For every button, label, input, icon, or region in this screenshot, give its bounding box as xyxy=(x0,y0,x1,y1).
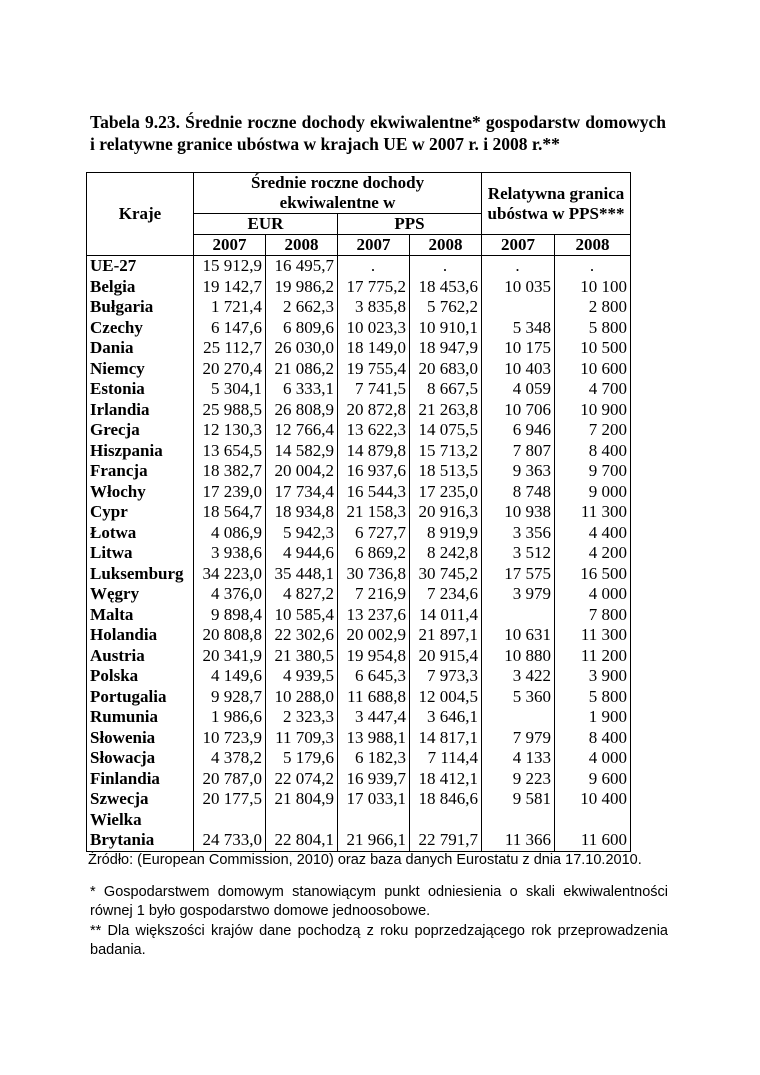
poverty-2007-cell: 5 348 xyxy=(482,318,555,339)
table-row xyxy=(87,543,631,564)
poverty-2007-cell: 11 366 xyxy=(482,810,555,852)
poverty-2008-cell: 10 900 xyxy=(555,400,631,421)
poverty-2007-cell: 3 979 xyxy=(482,584,555,605)
pps-2008-cell: 30 745,2 xyxy=(410,564,482,585)
eur-2007-cell: 9 928,7 xyxy=(194,687,266,708)
table-row xyxy=(87,297,631,318)
country-cell: Finlandia xyxy=(87,769,194,790)
header-poverty-group: Relatywna granica ubóstwa w PPS*** xyxy=(482,173,631,235)
poverty-2007-cell: 3 422 xyxy=(482,666,555,687)
poverty-2007-cell: 9 581 xyxy=(482,789,555,810)
pps-2007-cell: 17 033,1 xyxy=(338,789,410,810)
poverty-2008-cell: 10 500 xyxy=(555,338,631,359)
eur-2007-cell: 10 723,9 xyxy=(194,728,266,749)
poverty-2008-cell: 7 200 xyxy=(555,420,631,441)
pps-2008-cell: 22 791,7 xyxy=(410,810,482,852)
country-cell: Malta xyxy=(87,605,194,626)
pps-2007-cell: 20 872,8 xyxy=(338,400,410,421)
eur-2007-cell: 9 898,4 xyxy=(194,605,266,626)
eur-2008-cell: 4 827,2 xyxy=(266,584,338,605)
pps-2008-cell: 17 235,0 xyxy=(410,482,482,503)
eur-2008-cell: 21 804,9 xyxy=(266,789,338,810)
table-row xyxy=(87,810,631,852)
pps-2008-cell: 18 513,5 xyxy=(410,461,482,482)
pps-2007-cell: 21 966,1 xyxy=(338,810,410,852)
country-name-line2: Brytania xyxy=(90,830,155,849)
eur-2008-cell: 14 582,9 xyxy=(266,441,338,462)
pps-2007-cell: 17 775,2 xyxy=(338,277,410,298)
country-cell: Austria xyxy=(87,646,194,667)
header-year: 2008 xyxy=(266,235,338,256)
poverty-2008-cell: 8 400 xyxy=(555,728,631,749)
pps-2008-cell: 18 412,1 xyxy=(410,769,482,790)
poverty-2007-cell: 9 223 xyxy=(482,769,555,790)
country-cell: Holandia xyxy=(87,625,194,646)
poverty-2007-cell xyxy=(482,605,555,626)
pps-2008-cell: 14 075,5 xyxy=(410,420,482,441)
pps-2007-cell: 3 447,4 xyxy=(338,707,410,728)
table-row xyxy=(87,646,631,667)
eur-2008-cell: 35 448,1 xyxy=(266,564,338,585)
poverty-2008-cell: 9 000 xyxy=(555,482,631,503)
footnote-household: * Gospodarstwem domowym stanowiącym punkt odniesienia o skali ekwiwalentności równej 1 było gospodarstwo domowe jednoosobowe. xyxy=(90,884,668,919)
header-eur: EUR xyxy=(194,214,338,235)
header-year: 2007 xyxy=(482,235,555,256)
table-row xyxy=(87,256,631,277)
pps-2008-cell: 5 762,2 xyxy=(410,297,482,318)
poverty-2007-cell: 9 363 xyxy=(482,461,555,482)
eur-2008-cell: 12 766,4 xyxy=(266,420,338,441)
pps-2008-cell: 21 897,1 xyxy=(410,625,482,646)
eur-2007-cell: 4 086,9 xyxy=(194,523,266,544)
pps-2008-cell: 7 973,3 xyxy=(410,666,482,687)
country-cell: Cypr xyxy=(87,502,194,523)
country-cell: Włochy xyxy=(87,482,194,503)
poverty-2008-cell: 4 400 xyxy=(555,523,631,544)
poverty-2008-cell: 11 300 xyxy=(555,502,631,523)
table-body xyxy=(87,256,631,852)
country-cell: Grecja xyxy=(87,420,194,441)
table-row xyxy=(87,482,631,503)
eur-2007-cell: 20 341,9 xyxy=(194,646,266,667)
eur-2007-cell: 18 382,7 xyxy=(194,461,266,482)
eur-2007-cell: 4 376,0 xyxy=(194,584,266,605)
header-year: 2008 xyxy=(410,235,482,256)
poverty-2008-cell: 2 800 xyxy=(555,297,631,318)
pps-2007-cell: 30 736,8 xyxy=(338,564,410,585)
poverty-2007-cell: 10 631 xyxy=(482,625,555,646)
eur-2008-cell: 10 585,4 xyxy=(266,605,338,626)
eur-2008-cell: 21 380,5 xyxy=(266,646,338,667)
poverty-2008-cell: 10 400 xyxy=(555,789,631,810)
eur-2008-cell: 2 662,3 xyxy=(266,297,338,318)
table-row xyxy=(87,564,631,585)
eur-2007-cell: 24 733,0 xyxy=(194,810,266,852)
poverty-2007-cell: 10 938 xyxy=(482,502,555,523)
pps-2007-cell: 13 237,6 xyxy=(338,605,410,626)
eur-2008-cell: 10 288,0 xyxy=(266,687,338,708)
header-pps: PPS xyxy=(338,214,482,235)
pps-2008-cell: 21 263,8 xyxy=(410,400,482,421)
table-row xyxy=(87,379,631,400)
pps-2007-cell: 3 835,8 xyxy=(338,297,410,318)
pps-2007-cell: 6 727,7 xyxy=(338,523,410,544)
table-row xyxy=(87,523,631,544)
country-cell: Bułgaria xyxy=(87,297,194,318)
table-row xyxy=(87,769,631,790)
eur-2008-cell: 17 734,4 xyxy=(266,482,338,503)
eur-2008-cell: 4 944,6 xyxy=(266,543,338,564)
eur-2008-cell: 11 709,3 xyxy=(266,728,338,749)
pps-2008-cell: 20 683,0 xyxy=(410,359,482,380)
poverty-2008-cell: 4 000 xyxy=(555,584,631,605)
poverty-2008-cell: 16 500 xyxy=(555,564,631,585)
pps-2008-cell: 18 947,9 xyxy=(410,338,482,359)
country-cell: Szwecja xyxy=(87,789,194,810)
country-cell: Belgia xyxy=(87,277,194,298)
pps-2008-cell: 15 713,2 xyxy=(410,441,482,462)
country-cell: Portugalia xyxy=(87,687,194,708)
pps-2007-cell: 16 544,3 xyxy=(338,482,410,503)
eur-2007-cell: 25 988,5 xyxy=(194,400,266,421)
table-row xyxy=(87,666,631,687)
eur-2008-cell: 2 323,3 xyxy=(266,707,338,728)
eur-2007-cell: 20 270,4 xyxy=(194,359,266,380)
table-row xyxy=(87,359,631,380)
eur-2007-cell: 20 177,5 xyxy=(194,789,266,810)
poverty-2007-cell: 17 575 xyxy=(482,564,555,585)
header-year: 2008 xyxy=(555,235,631,256)
poverty-2007-cell: 4 059 xyxy=(482,379,555,400)
country-cell: Rumunia xyxy=(87,707,194,728)
poverty-2007-cell: 6 946 xyxy=(482,420,555,441)
pps-2007-cell: 19 954,8 xyxy=(338,646,410,667)
table-row xyxy=(87,318,631,339)
country-cell: Hiszpania xyxy=(87,441,194,462)
country-cell: Czechy xyxy=(87,318,194,339)
country-cell: Słowacja xyxy=(87,748,194,769)
pps-2008-cell: 20 916,3 xyxy=(410,502,482,523)
pps-2007-cell: 16 937,6 xyxy=(338,461,410,482)
table-row xyxy=(87,707,631,728)
pps-2007-cell: 6 869,2 xyxy=(338,543,410,564)
pps-2007-cell: 10 023,3 xyxy=(338,318,410,339)
poverty-2007-cell: 3 356 xyxy=(482,523,555,544)
source-note: Źródło: (European Commission, 2010) oraz baza danych Eurostatu z dnia 17.10.2010. xyxy=(88,852,642,868)
pps-2007-cell: 11 688,8 xyxy=(338,687,410,708)
pps-2007-cell: 13 622,3 xyxy=(338,420,410,441)
eur-2007-cell: 5 304,1 xyxy=(194,379,266,400)
poverty-2008-cell: 3 900 xyxy=(555,666,631,687)
poverty-2007-cell: . xyxy=(482,256,555,277)
poverty-2007-cell xyxy=(482,707,555,728)
table-row xyxy=(87,605,631,626)
pps-2008-cell: 18 846,6 xyxy=(410,789,482,810)
country-cell: Polska xyxy=(87,666,194,687)
pps-2008-cell: 8 919,9 xyxy=(410,523,482,544)
poverty-2008-cell: 1 900 xyxy=(555,707,631,728)
table-row xyxy=(87,441,631,462)
eur-2007-cell: 17 239,0 xyxy=(194,482,266,503)
country-name-line1: Wielka xyxy=(90,809,142,829)
eur-2007-cell: 18 564,7 xyxy=(194,502,266,523)
poverty-2007-cell: 4 133 xyxy=(482,748,555,769)
poverty-2008-cell: 10 100 xyxy=(555,277,631,298)
eur-2007-cell: 15 912,9 xyxy=(194,256,266,277)
table-row xyxy=(87,338,631,359)
pps-2008-cell: 14 011,4 xyxy=(410,605,482,626)
table-row xyxy=(87,584,631,605)
pps-2008-cell: 3 646,1 xyxy=(410,707,482,728)
country-cell: Francja xyxy=(87,461,194,482)
pps-2008-cell: . xyxy=(410,256,482,277)
pps-2008-cell: 18 453,6 xyxy=(410,277,482,298)
pps-2007-cell: 7 741,5 xyxy=(338,379,410,400)
eur-2007-cell: 1 986,6 xyxy=(194,707,266,728)
eur-2007-cell: 20 808,8 xyxy=(194,625,266,646)
pps-2008-cell: 12 004,5 xyxy=(410,687,482,708)
poverty-2008-cell: 9 700 xyxy=(555,461,631,482)
eur-2007-cell: 12 130,3 xyxy=(194,420,266,441)
header-year: 2007 xyxy=(194,235,266,256)
eur-2007-cell: 3 938,6 xyxy=(194,543,266,564)
eur-2007-cell: 25 112,7 xyxy=(194,338,266,359)
poverty-2008-cell: 9 600 xyxy=(555,769,631,790)
eur-2008-cell: 4 939,5 xyxy=(266,666,338,687)
poverty-2007-cell: 10 706 xyxy=(482,400,555,421)
income-poverty-table xyxy=(86,172,631,852)
country-cell: Niemcy xyxy=(87,359,194,380)
pps-2008-cell: 14 817,1 xyxy=(410,728,482,749)
table-row xyxy=(87,728,631,749)
pps-2008-cell: 8 242,8 xyxy=(410,543,482,564)
poverty-2008-cell: 5 800 xyxy=(555,318,631,339)
header-year: 2007 xyxy=(338,235,410,256)
pps-2008-cell: 10 910,1 xyxy=(410,318,482,339)
eur-2008-cell: 6 333,1 xyxy=(266,379,338,400)
eur-2008-cell: 22 302,6 xyxy=(266,625,338,646)
table-caption: Tabela 9.23. Średnie roczne dochody ekwiwalentne* gospodarstw domowych i relatywne granice ubóstwa w krajach UE w 2007 r. i 2008 r.** xyxy=(90,112,666,154)
country-cell: UE-27 xyxy=(87,256,194,277)
poverty-2008-cell: . xyxy=(555,256,631,277)
pps-2008-cell: 20 915,4 xyxy=(410,646,482,667)
country-cell: Irlandia xyxy=(87,400,194,421)
eur-2007-cell: 4 378,2 xyxy=(194,748,266,769)
country-cell: Łotwa xyxy=(87,523,194,544)
eur-2008-cell: 16 495,7 xyxy=(266,256,338,277)
country-cell: Litwa xyxy=(87,543,194,564)
poverty-2007-cell: 10 880 xyxy=(482,646,555,667)
eur-2007-cell: 6 147,6 xyxy=(194,318,266,339)
eur-2008-cell: 22 804,1 xyxy=(266,810,338,852)
eur-2007-cell: 13 654,5 xyxy=(194,441,266,462)
eur-2008-cell: 5 179,6 xyxy=(266,748,338,769)
eur-2008-cell: 21 086,2 xyxy=(266,359,338,380)
poverty-2008-cell: 4 200 xyxy=(555,543,631,564)
eur-2008-cell: 5 942,3 xyxy=(266,523,338,544)
pps-2008-cell: 8 667,5 xyxy=(410,379,482,400)
poverty-2007-cell: 10 175 xyxy=(482,338,555,359)
eur-2008-cell: 22 074,2 xyxy=(266,769,338,790)
poverty-2008-cell: 11 200 xyxy=(555,646,631,667)
eur-2007-cell: 20 787,0 xyxy=(194,769,266,790)
table-row xyxy=(87,400,631,421)
poverty-2007-cell: 8 748 xyxy=(482,482,555,503)
poverty-2008-cell: 5 800 xyxy=(555,687,631,708)
poverty-2007-cell: 7 807 xyxy=(482,441,555,462)
pps-2007-cell: 6 645,3 xyxy=(338,666,410,687)
country-cell: Estonia xyxy=(87,379,194,400)
country-cell: Słowenia xyxy=(87,728,194,749)
poverty-2007-cell: 3 512 xyxy=(482,543,555,564)
poverty-2008-cell: 7 800 xyxy=(555,605,631,626)
poverty-2008-cell: 8 400 xyxy=(555,441,631,462)
header-countries: Kraje xyxy=(87,173,194,256)
country-cell: Węgry xyxy=(87,584,194,605)
eur-2008-cell: 26 030,0 xyxy=(266,338,338,359)
eur-2007-cell: 4 149,6 xyxy=(194,666,266,687)
country-cell xyxy=(87,810,194,852)
pps-2007-cell: 19 755,4 xyxy=(338,359,410,380)
pps-2007-cell: . xyxy=(338,256,410,277)
table-row xyxy=(87,748,631,769)
eur-2008-cell: 20 004,2 xyxy=(266,461,338,482)
poverty-2007-cell: 5 360 xyxy=(482,687,555,708)
pps-2007-cell: 6 182,3 xyxy=(338,748,410,769)
pps-2007-cell: 18 149,0 xyxy=(338,338,410,359)
eur-2007-cell: 34 223,0 xyxy=(194,564,266,585)
table-row xyxy=(87,687,631,708)
table-row xyxy=(87,502,631,523)
header-income-group: Średnie roczne dochody ekwiwalentne w xyxy=(194,173,482,214)
poverty-2007-cell xyxy=(482,297,555,318)
table-row xyxy=(87,625,631,646)
poverty-2007-cell: 10 035 xyxy=(482,277,555,298)
pps-2007-cell: 14 879,8 xyxy=(338,441,410,462)
table-row xyxy=(87,461,631,482)
table-row xyxy=(87,420,631,441)
country-cell: Dania xyxy=(87,338,194,359)
pps-2008-cell: 7 234,6 xyxy=(410,584,482,605)
poverty-2008-cell: 10 600 xyxy=(555,359,631,380)
eur-2007-cell: 1 721,4 xyxy=(194,297,266,318)
pps-2008-cell: 7 114,4 xyxy=(410,748,482,769)
eur-2008-cell: 19 986,2 xyxy=(266,277,338,298)
pps-2007-cell: 16 939,7 xyxy=(338,769,410,790)
poverty-2008-cell: 4 700 xyxy=(555,379,631,400)
eur-2008-cell: 18 934,8 xyxy=(266,502,338,523)
pps-2007-cell: 21 158,3 xyxy=(338,502,410,523)
footnote-data-year: ** Dla większości krajów dane pochodzą z roku poprzedzającego rok przeprowadzenia badania. xyxy=(90,923,668,958)
poverty-2007-cell: 10 403 xyxy=(482,359,555,380)
table-row xyxy=(87,789,631,810)
eur-2007-cell: 19 142,7 xyxy=(194,277,266,298)
country-cell: Luksemburg xyxy=(87,564,194,585)
eur-2008-cell: 26 808,9 xyxy=(266,400,338,421)
pps-2007-cell: 13 988,1 xyxy=(338,728,410,749)
poverty-2007-cell: 7 979 xyxy=(482,728,555,749)
pps-2007-cell: 7 216,9 xyxy=(338,584,410,605)
table-row xyxy=(87,277,631,298)
poverty-2008-cell: 4 000 xyxy=(555,748,631,769)
poverty-2008-cell: 11 300 xyxy=(555,625,631,646)
pps-2007-cell: 20 002,9 xyxy=(338,625,410,646)
eur-2008-cell: 6 809,6 xyxy=(266,318,338,339)
poverty-2008-cell: 11 600 xyxy=(555,810,631,852)
